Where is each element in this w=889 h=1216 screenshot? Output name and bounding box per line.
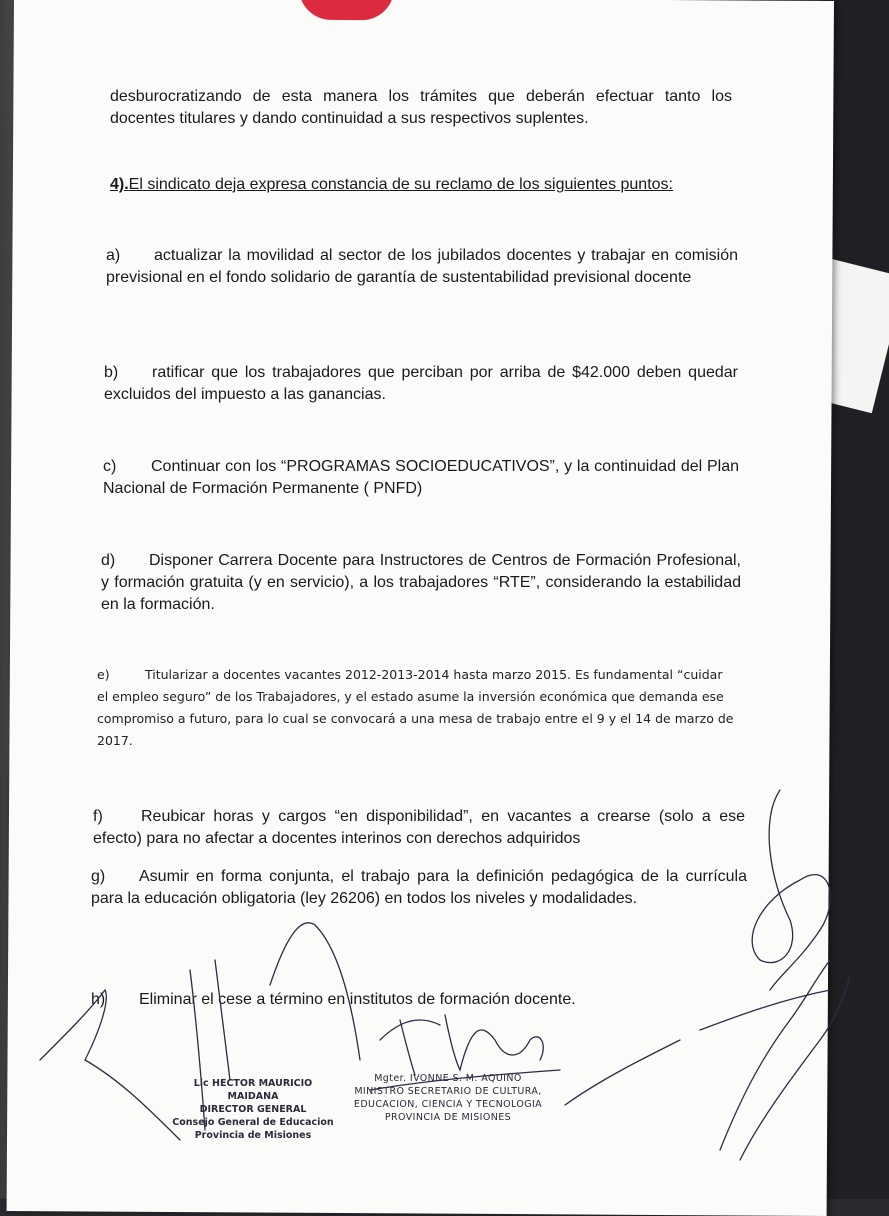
item-text: Continuar con los “PROGRAMAS SOCIOEDUCATIVOS”, y la continuidad del Plan Nacional de Formación Permanente ( PNFD) (103, 458, 739, 497)
item-text: ratificar que los trabajadores que perciban por arriba de $42.000 deben quedar excluidos del impuesto a las ganancias. (104, 364, 738, 403)
item-text: Reubicar horas y cargos “en disponibilidad”, en vacantes a crearse (solo a ese efecto) para no afectar a docentes interinos con derechos adquiridos (93, 808, 745, 847)
item-text: Asumir en forma conjunta, el trabajo para la definición pedagógica de la currícula para la educación obligatoria (ley 26206) en todos los niveles y modalidades. (91, 868, 747, 907)
item-label: c) (103, 458, 117, 475)
item-label: g) (91, 868, 106, 885)
item-label: e) (97, 667, 110, 682)
item-label: f) (93, 808, 103, 825)
item-label: h) (91, 991, 106, 1008)
item-c (103, 456, 739, 500)
item-label: a) (106, 247, 121, 264)
item-text: Disponer Carrera Docente para Instructores de Centros de Formación Profesional, y formación gratuita (y en servicio), a los trabajadores “RTE”, considerando la estabilidad en la formación. (101, 552, 741, 613)
section-heading (110, 176, 673, 194)
stamp-minister: Mgter. IVONNE S. M. AQUINO MINISTRO SECRETARIO DE CULTURA, EDUCACION, CIENCIA Y TECNOLOGIA PROVINCIA DE MISIONES (353, 1073, 543, 1123)
stamp-director: Lic HECTOR MAURICIO MAIDANA DIRECTOR GENERAL Consejo General de Educacion Provincia de Misiones (172, 1078, 334, 1141)
heading-text: El sindicato deja expresa constancia de su reclamo de los siguientes puntos: (128, 176, 673, 193)
item-text: actualizar la movilidad al sector de los jubilados docentes y trabajar en comisión previsional en el fondo solidario de garantía de sustentabilidad previsional docente (106, 247, 738, 286)
item-label: d) (101, 552, 116, 569)
intro-paragraph: desburocratizando de esta manera los trámites que deberán efectuar tanto los docentes titulares y dando continuidad a sus respectivos suplentes. (110, 88, 732, 127)
item-label: b) (104, 364, 119, 381)
item-text: Titularizar a docentes vacantes 2012-2013-2014 hasta marzo 2015. Es fundamental “cuidar el empleo seguro” de los Trabajadores, y el estado asume la inversión económica que demanda ese compromiso a futuro, para lo cual se convocará a una mesa de trabajo entre el 9 y el 14 de marzo de 2017. (97, 667, 734, 748)
red-object (299, 0, 394, 20)
item-b (104, 362, 738, 406)
item-g (91, 866, 747, 910)
item-h (91, 989, 747, 1011)
item-d (101, 550, 741, 616)
heading-number: 4). (110, 176, 129, 193)
item-a (106, 245, 738, 289)
item-e (97, 664, 737, 752)
item-f (93, 806, 745, 850)
item-text: Eliminar el cese a término en institutos de formación docente. (139, 991, 576, 1008)
